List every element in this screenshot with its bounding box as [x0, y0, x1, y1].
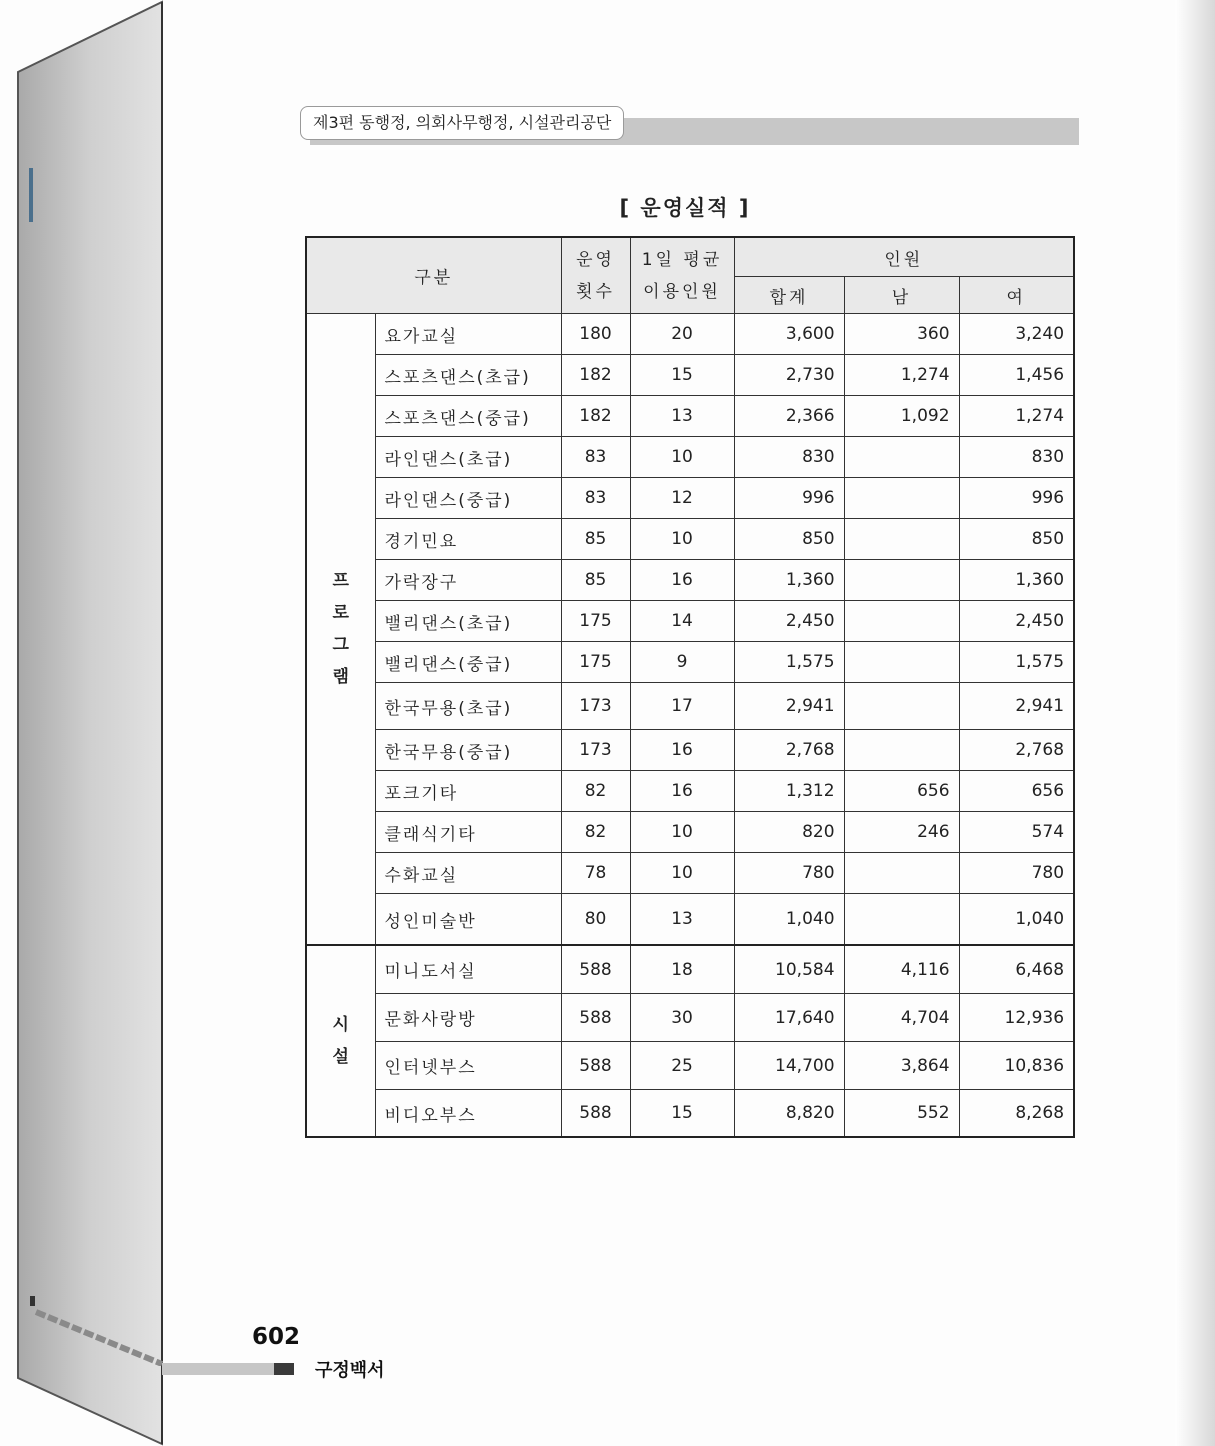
- female-cell: 656: [959, 771, 1074, 812]
- table-row: [306, 1042, 1074, 1090]
- total-cell: 2,450: [734, 601, 844, 642]
- table-row: [306, 945, 1074, 994]
- male-cell: 3,864: [844, 1042, 959, 1090]
- page-edge-shadow: [1175, 0, 1215, 1446]
- female-cell: 1,274: [959, 396, 1074, 437]
- sessions-cell: 175: [561, 601, 630, 642]
- sessions-cell: 83: [561, 437, 630, 478]
- table-row: [306, 1090, 1074, 1138]
- sessions-cell: 588: [561, 1042, 630, 1090]
- header-daily-average: 1일 평균 이용인원: [630, 237, 734, 314]
- row-name: 수화교실: [375, 853, 561, 894]
- operation-results-table: [305, 236, 1075, 1138]
- spine-marker: [29, 168, 33, 222]
- row-name: 밸리댄스(중급): [375, 642, 561, 683]
- male-cell: [844, 642, 959, 683]
- table-row: [306, 730, 1074, 771]
- sessions-cell: 82: [561, 812, 630, 853]
- male-cell: 1,092: [844, 396, 959, 437]
- row-name: 미니도서실: [375, 945, 561, 994]
- total-cell: 2,730: [734, 355, 844, 396]
- spine-bottom-marks: [30, 1296, 170, 1366]
- female-cell: 12,936: [959, 994, 1074, 1042]
- daily-average-cell: 10: [630, 437, 734, 478]
- header-total: 합계: [734, 277, 844, 314]
- male-cell: 1,274: [844, 355, 959, 396]
- male-cell: 552: [844, 1090, 959, 1138]
- row-name: 밸리댄스(초급): [375, 601, 561, 642]
- total-cell: 820: [734, 812, 844, 853]
- row-name: 요가교실: [375, 314, 561, 355]
- daily-average-cell: 17: [630, 683, 734, 730]
- female-cell: 2,450: [959, 601, 1074, 642]
- total-cell: 780: [734, 853, 844, 894]
- female-cell: 1,575: [959, 642, 1074, 683]
- total-cell: 2,941: [734, 683, 844, 730]
- daily-average-cell: 18: [630, 945, 734, 994]
- total-cell: 1,040: [734, 894, 844, 946]
- table-row: [306, 519, 1074, 560]
- row-name: 비디오부스: [375, 1090, 561, 1138]
- daily-average-cell: 9: [630, 642, 734, 683]
- total-cell: 1,312: [734, 771, 844, 812]
- total-cell: 850: [734, 519, 844, 560]
- male-cell: [844, 601, 959, 642]
- sessions-cell: 588: [561, 994, 630, 1042]
- sessions-cell: 175: [561, 642, 630, 683]
- page-number: 602: [252, 1324, 301, 1350]
- daily-average-cell: 10: [630, 519, 734, 560]
- total-cell: 996: [734, 478, 844, 519]
- total-cell: 1,360: [734, 560, 844, 601]
- footer-block: [274, 1363, 294, 1375]
- daily-average-cell: 16: [630, 560, 734, 601]
- female-cell: 10,836: [959, 1042, 1074, 1090]
- sessions-cell: 588: [561, 1090, 630, 1138]
- header-category: 구분: [306, 237, 561, 314]
- male-cell: [844, 894, 959, 946]
- daily-average-cell: 13: [630, 894, 734, 946]
- table-row: [306, 894, 1074, 946]
- row-name: 성인미술반: [375, 894, 561, 946]
- male-cell: [844, 683, 959, 730]
- row-name: 문화사랑방: [375, 994, 561, 1042]
- table-row: [306, 355, 1074, 396]
- daily-average-cell: 13: [630, 396, 734, 437]
- table-row: [306, 601, 1074, 642]
- male-cell: [844, 478, 959, 519]
- total-cell: 8,820: [734, 1090, 844, 1138]
- female-cell: 6,468: [959, 945, 1074, 994]
- row-name: 클래식기타: [375, 812, 561, 853]
- total-cell: 3,600: [734, 314, 844, 355]
- group-label: 프로그램: [306, 314, 375, 946]
- table-body: [306, 314, 1074, 1138]
- sessions-cell: 588: [561, 945, 630, 994]
- table-row: [306, 478, 1074, 519]
- daily-average-cell: 16: [630, 771, 734, 812]
- table-row: [306, 396, 1074, 437]
- female-cell: 1,360: [959, 560, 1074, 601]
- header-female: 여: [959, 277, 1074, 314]
- sessions-cell: 173: [561, 730, 630, 771]
- group-label: 시설: [306, 945, 375, 1137]
- sessions-cell: 180: [561, 314, 630, 355]
- female-cell: 2,768: [959, 730, 1074, 771]
- table-row: [306, 560, 1074, 601]
- table-row: [306, 994, 1074, 1042]
- male-cell: 246: [844, 812, 959, 853]
- male-cell: [844, 519, 959, 560]
- daily-average-cell: 15: [630, 1090, 734, 1138]
- daily-average-cell: 12: [630, 478, 734, 519]
- row-name: 라인댄스(중급): [375, 478, 561, 519]
- female-cell: 1,456: [959, 355, 1074, 396]
- total-cell: 830: [734, 437, 844, 478]
- daily-average-cell: 16: [630, 730, 734, 771]
- sessions-cell: 182: [561, 396, 630, 437]
- female-cell: 780: [959, 853, 1074, 894]
- row-name: 스포츠댄스(중급): [375, 396, 561, 437]
- daily-average-cell: 30: [630, 994, 734, 1042]
- female-cell: 850: [959, 519, 1074, 560]
- header-male: 남: [844, 277, 959, 314]
- table-row: [306, 314, 1074, 355]
- row-name: 가락장구: [375, 560, 561, 601]
- header-people: 인원: [734, 237, 1074, 277]
- chapter-header: 제3편 동행정, 의회사무행정, 시설관리공단: [300, 106, 624, 140]
- row-name: 라인댄스(초급): [375, 437, 561, 478]
- sessions-cell: 182: [561, 355, 630, 396]
- male-cell: [844, 853, 959, 894]
- row-name: 한국무용(초급): [375, 683, 561, 730]
- female-cell: 574: [959, 812, 1074, 853]
- daily-average-cell: 10: [630, 853, 734, 894]
- sessions-cell: 173: [561, 683, 630, 730]
- total-cell: 10,584: [734, 945, 844, 994]
- table-row: [306, 642, 1074, 683]
- female-cell: 2,941: [959, 683, 1074, 730]
- male-cell: 656: [844, 771, 959, 812]
- sessions-cell: 78: [561, 853, 630, 894]
- header-sessions: 운영 횟수: [561, 237, 630, 314]
- sessions-cell: 85: [561, 519, 630, 560]
- sessions-cell: 82: [561, 771, 630, 812]
- daily-average-cell: 14: [630, 601, 734, 642]
- female-cell: 1,040: [959, 894, 1074, 946]
- male-cell: [844, 560, 959, 601]
- row-name: 스포츠댄스(초급): [375, 355, 561, 396]
- total-cell: 2,768: [734, 730, 844, 771]
- book-spine: [0, 0, 170, 1446]
- total-cell: 14,700: [734, 1042, 844, 1090]
- total-cell: 17,640: [734, 994, 844, 1042]
- sessions-cell: 85: [561, 560, 630, 601]
- table-row: [306, 683, 1074, 730]
- female-cell: 3,240: [959, 314, 1074, 355]
- male-cell: [844, 437, 959, 478]
- total-cell: 2,366: [734, 396, 844, 437]
- female-cell: 8,268: [959, 1090, 1074, 1138]
- row-name: 포크기타: [375, 771, 561, 812]
- row-name: 인터넷부스: [375, 1042, 561, 1090]
- daily-average-cell: 15: [630, 355, 734, 396]
- sessions-cell: 80: [561, 894, 630, 946]
- table-row: [306, 812, 1074, 853]
- table-row: [306, 771, 1074, 812]
- male-cell: 4,704: [844, 994, 959, 1042]
- daily-average-cell: 10: [630, 812, 734, 853]
- book-title: 구정백서: [315, 1360, 385, 1381]
- table-row: [306, 853, 1074, 894]
- total-cell: 1,575: [734, 642, 844, 683]
- table-title: [ 운영실적 ]: [619, 196, 751, 220]
- footer-bar: [162, 1363, 280, 1375]
- row-name: 경기민요: [375, 519, 561, 560]
- daily-average-cell: 25: [630, 1042, 734, 1090]
- male-cell: 360: [844, 314, 959, 355]
- table-row: [306, 437, 1074, 478]
- male-cell: 4,116: [844, 945, 959, 994]
- sessions-cell: 83: [561, 478, 630, 519]
- female-cell: 996: [959, 478, 1074, 519]
- daily-average-cell: 20: [630, 314, 734, 355]
- row-name: 한국무용(중급): [375, 730, 561, 771]
- male-cell: [844, 730, 959, 771]
- female-cell: 830: [959, 437, 1074, 478]
